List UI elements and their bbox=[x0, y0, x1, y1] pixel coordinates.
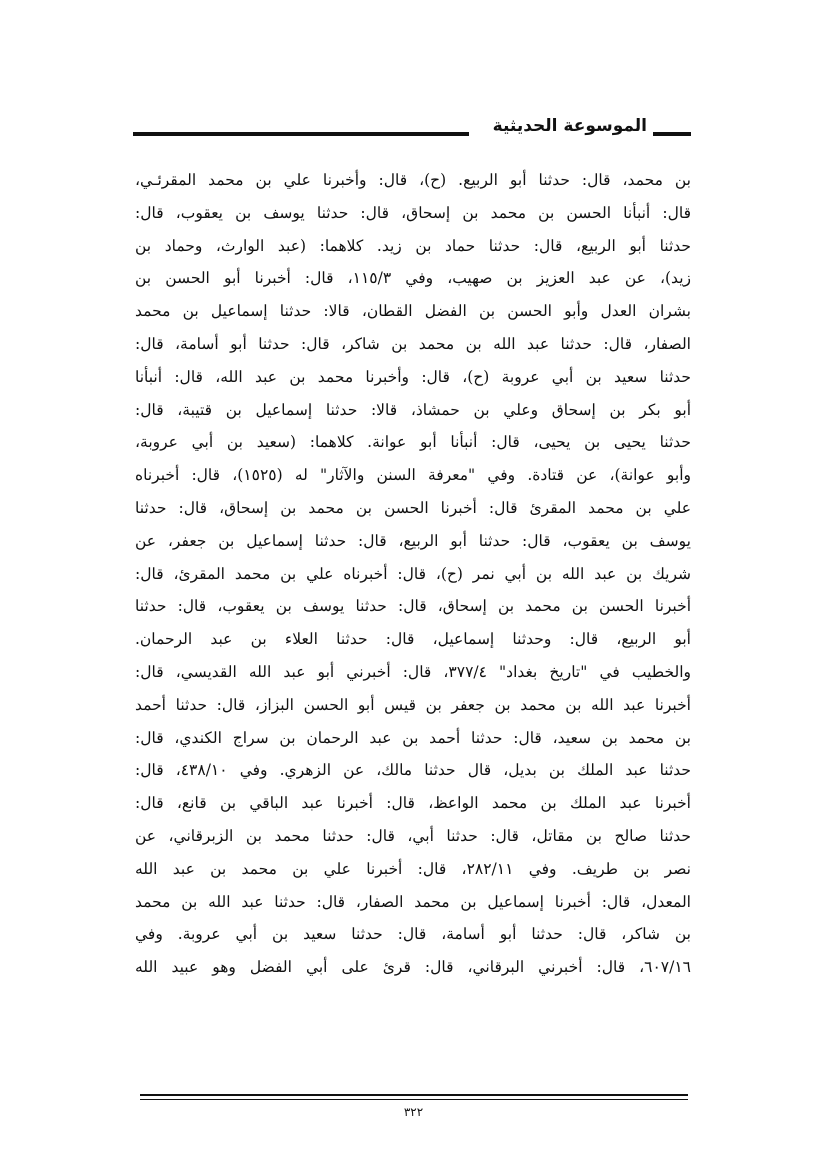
text-line-23: المعدل، قال: أخبرنا إسماعيل بن محمد الصفار، قال: حدثنا عبد الله بن محمد bbox=[135, 892, 691, 911]
text-line-24: بن شاكر، قال: حدثنا أبو أسامة، قال: حدثنا سعيد بن أبي عروبة. وفي bbox=[135, 925, 691, 944]
text-line-6: الصفار، قال: حدثنا عبد الله بن محمد بن شاكر، قال: حدثنا أبو أسامة، قال: bbox=[135, 334, 691, 353]
footer-rule-thin bbox=[140, 1099, 688, 1100]
body-text bbox=[135, 164, 691, 984]
text-line-20: أخبرنا عبد الملك بن محمد الواعظ، قال: أخبرنا عبد الباقي بن قانع، قال: bbox=[135, 794, 691, 813]
text-line-10: وأبو عوانة)، عن قتادة. وفي "معرفة السنن والآثار" له (١٥٢٥)، قال: أخبرناه bbox=[135, 466, 691, 485]
text-line-19: حدثنا عبد الملك بن بديل، قال حدثنا مالك، عن الزهري. وفي ٤٣٨/١٠، قال: bbox=[135, 761, 691, 780]
header-rule-left bbox=[133, 132, 469, 136]
text-line-3: حدثنا أبو الربيع، قال: حدثنا حماد بن زيد. كلاهما: (عبد الوارث، وحماد بن bbox=[135, 236, 691, 255]
text-line-14: أخبرنا الحسن بن محمد بن إسحاق، قال: حدثنا يوسف بن يعقوب، قال: حدثنا bbox=[135, 597, 691, 616]
page-number: ٣٢٢ bbox=[403, 1105, 424, 1119]
text-line-11: علي بن محمد المقرئ قال: أخبرنا الحسن بن محمد بن إسحاق، قال: حدثنا bbox=[135, 498, 691, 517]
text-line-4: زيد)، عن عبد العزيز بن صهيب، وفي ١١٥/٣، قال: أخبرنا أبو الحسن بن bbox=[135, 269, 691, 288]
text-line-21: حدثنا صالح بن مقاتل، قال: حدثنا أبي، قال: حدثنا محمد بن الزبرقاني، عن bbox=[135, 826, 691, 845]
text-line-12: يوسف بن يعقوب، قال: حدثنا أبو الربيع، قال: حدثنا إسماعيل بن جعفر، عن bbox=[135, 531, 691, 550]
text-line-16: والخطيب في "تاريخ بغداد" ٣٧٧/٤، قال: أخبرني أبو عبد الله القديسي، قال: bbox=[135, 662, 691, 681]
text-line-15: أبو الربيع، قال: وحدثنا إسماعيل، قال: حدثنا العلاء بن عبد الرحمان. bbox=[135, 630, 691, 649]
text-line-25: ٦٠٧/١٦، قال: أخبرني البرقاني، قال: قرئ على أبي الفضل وهو عبيد الله bbox=[135, 958, 691, 977]
text-line-7: حدثنا سعيد بن أبي عروبة (ح)، قال: وأخبرنا محمد بن عبد الله، قال: أنبأنا bbox=[135, 367, 691, 386]
text-line-2: قال: أنبأنا الحسن بن محمد بن إسحاق، قال: حدثنا يوسف بن يعقوب، قال: bbox=[135, 203, 691, 222]
footer-rule-thick bbox=[140, 1094, 688, 1096]
text-line-17: أخبرنا عبد الله بن محمد بن جعفر بن قيس أبو الحسن البزاز، قال: حدثنا أحمد bbox=[135, 695, 691, 714]
text-line-8: أبو بكر بن إسحاق وعلي بن حمشاذ، قالا: حدثنا إسماعيل بن قتيبة، قال: bbox=[135, 400, 691, 419]
text-line-9: حدثنا يحيى بن يحيى، قال: أنبأنا أبو عوانة. كلاهما: (سعيد بن أبي عروبة، bbox=[135, 433, 691, 452]
text-line-13: شريك بن عبد الله بن أبي نمر (ح)، قال: أخبرناه علي بن محمد المقرئ، قال: bbox=[135, 564, 691, 583]
text-line-1: بن محمد، قال: حدثنا أبو الربيع. (ح)، قال: وأخبرنا علي بن محمد المقرئـي، bbox=[135, 171, 691, 189]
header-title: الموسوعة الحديثية bbox=[492, 116, 647, 136]
header-rule-right bbox=[653, 132, 691, 136]
text-line-5: بشران العدل وأبو الحسن بن الفضل القطان، قالا: حدثنا إسماعيل بن محمد bbox=[135, 302, 691, 321]
text-line-22: نصر بن طريف. وفي ٢٨٢/١١، قال: أخبرنا علي بن محمد بن عبد الله bbox=[135, 859, 691, 878]
text-line-18: بن محمد بن سعيد، قال: حدثنا أحمد بن عبد الرحمان بن سراج الكندي، قال: bbox=[135, 728, 691, 747]
running-header bbox=[133, 112, 691, 142]
